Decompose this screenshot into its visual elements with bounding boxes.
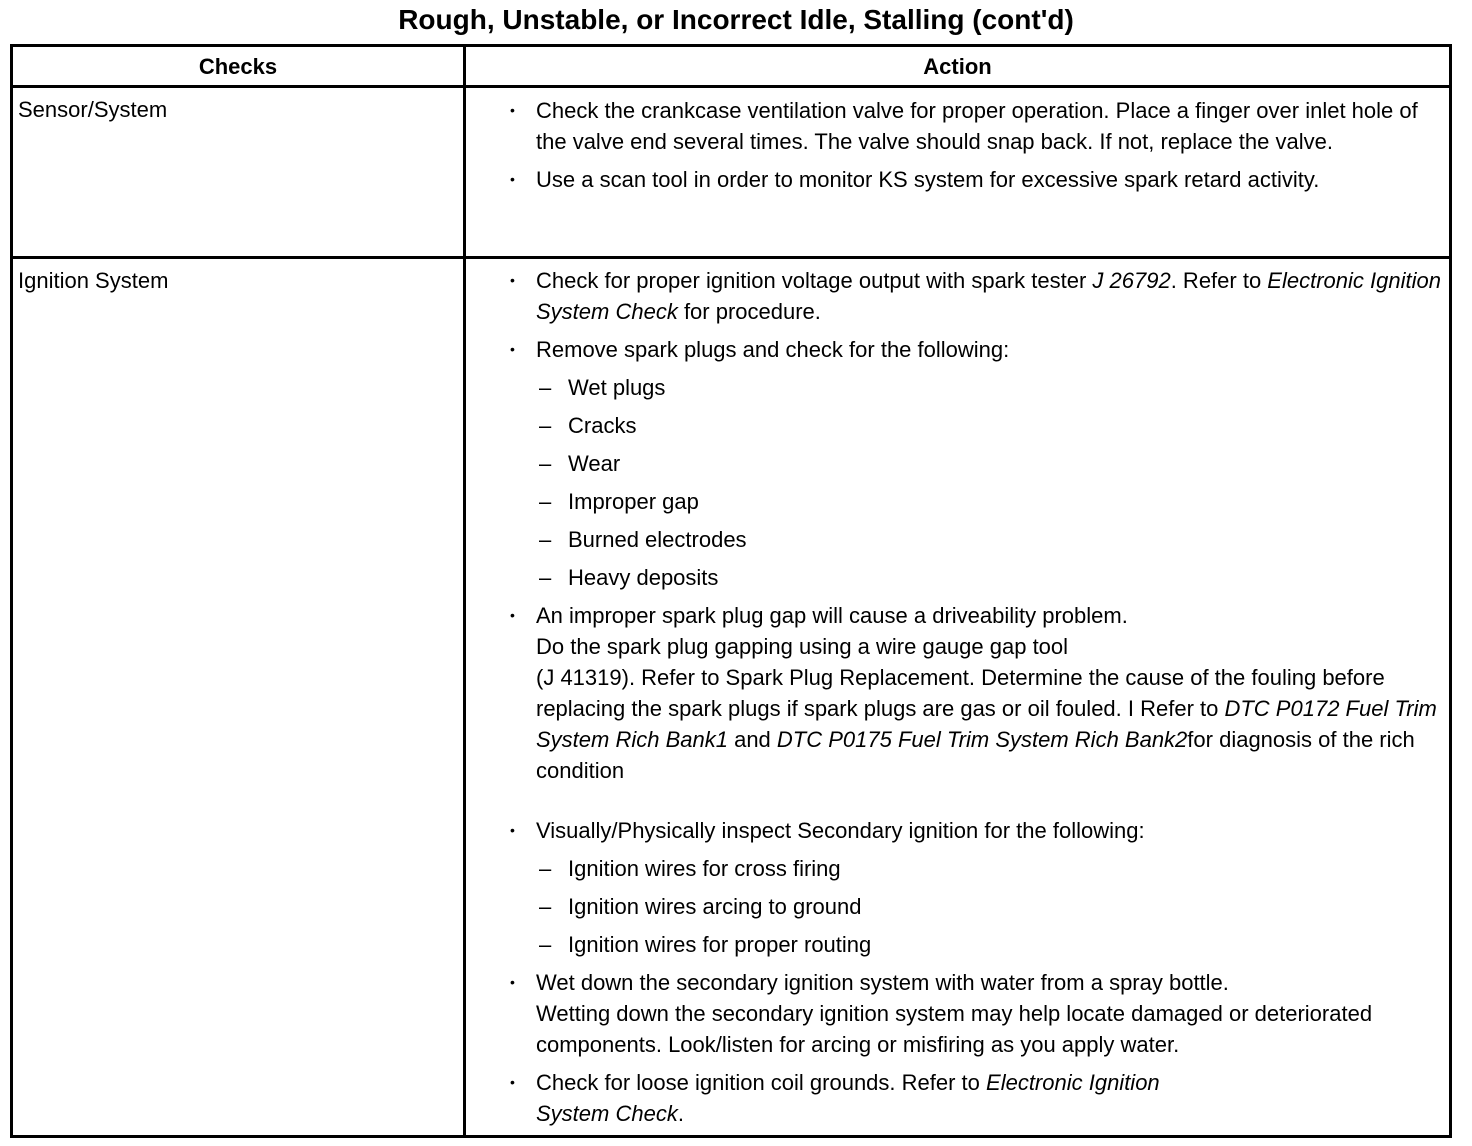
check-ignition-system: Ignition System [18,268,169,293]
sub-item: – Heavy deposits [503,562,1449,593]
text-block [536,662,1449,786]
text: and [727,727,777,752]
header-divider [13,85,1449,88]
sub-item: – Cracks [503,410,1449,441]
action-item [503,1067,1449,1129]
column-divider [463,47,466,1135]
text: Check for proper ignition voltage output with spark tester [536,268,1093,293]
action-item [503,967,1449,1060]
text: . Refer to [1170,268,1268,293]
action-item: • Use a scan tool in order to monitor KS system for excessive spark retard activity. [503,164,1449,195]
text-line: • Wet down the secondary ignition system with water from a spray bottle. [536,970,1229,995]
sub-item: – Ignition wires for cross firing [503,853,1449,884]
text-line [536,1067,1449,1098]
text-line: Do the spark plug gapping using a wire gauge gap tool [536,634,1069,659]
dtc-reference: DTC P0175 Fuel Trim System Rich Bank2 [776,727,1188,752]
procedure-reference: System Check [536,1101,678,1126]
action-item: • Visually/Physically inspect Secondary ignition for the following: [503,815,1449,846]
sub-item: – Improper gap [503,486,1449,517]
row-divider [13,256,1449,259]
text: Check for loose ignition coil grounds. Refer to [536,1070,987,1095]
page-title: Rough, Unstable, or Incorrect Idle, Stalling (cont'd) [398,4,1074,35]
text: . [677,1101,684,1126]
check-sensor-system: Sensor/System [18,97,168,122]
diagnostic-table [10,44,1452,1138]
text-line: • An improper spark plug gap will cause a driveability problem. [536,603,1128,628]
text: for diagnosis of the rich condition [536,727,1415,783]
procedure-reference: Electronic Ignition [986,1070,1160,1095]
text-line [536,1098,1449,1129]
sub-item: – Ignition wires for proper routing [503,929,1449,960]
text: (J 41319). Refer to Spark Plug Replacement. Determine the cause of the fouling before replacing the spark plugs if spark plugs are gas or oil fouled. I Refer to [536,665,1385,721]
sub-item: – Burned electrodes [503,524,1449,555]
action-column-header: Action [923,54,992,79]
sub-item: – Ignition wires arcing to ground [503,891,1449,922]
checks-column-header: Checks [198,54,278,79]
action-item: • Check the crankcase ventilation valve for proper operation. Place a finger over inlet hole of the valve end several times. The valve should snap back. If not, replace the valve. [503,95,1449,157]
text-line: Wetting down the secondary ignition system may help locate damaged or deteriorated components. Look/listen for arcing or misfiring as you apply water. [536,1001,1373,1057]
dtc-reference: DTC P0172 Fuel Trim System Rich Bank1 [536,696,1437,752]
action-item [503,600,1449,786]
action-item: • Remove spark plugs and check for the following: [503,334,1449,365]
ignition-system-actions [503,265,1449,1136]
procedure-reference: Electronic Ignition System Check [536,268,1441,324]
action-item [503,265,1449,327]
sub-item: – Wet plugs [503,372,1449,403]
text: for procedure. [677,299,821,324]
sub-item: – Wear [503,448,1449,479]
spacer [503,793,1449,815]
tool-reference: J 26792 [1092,268,1171,293]
sensor-system-actions [503,95,1449,202]
